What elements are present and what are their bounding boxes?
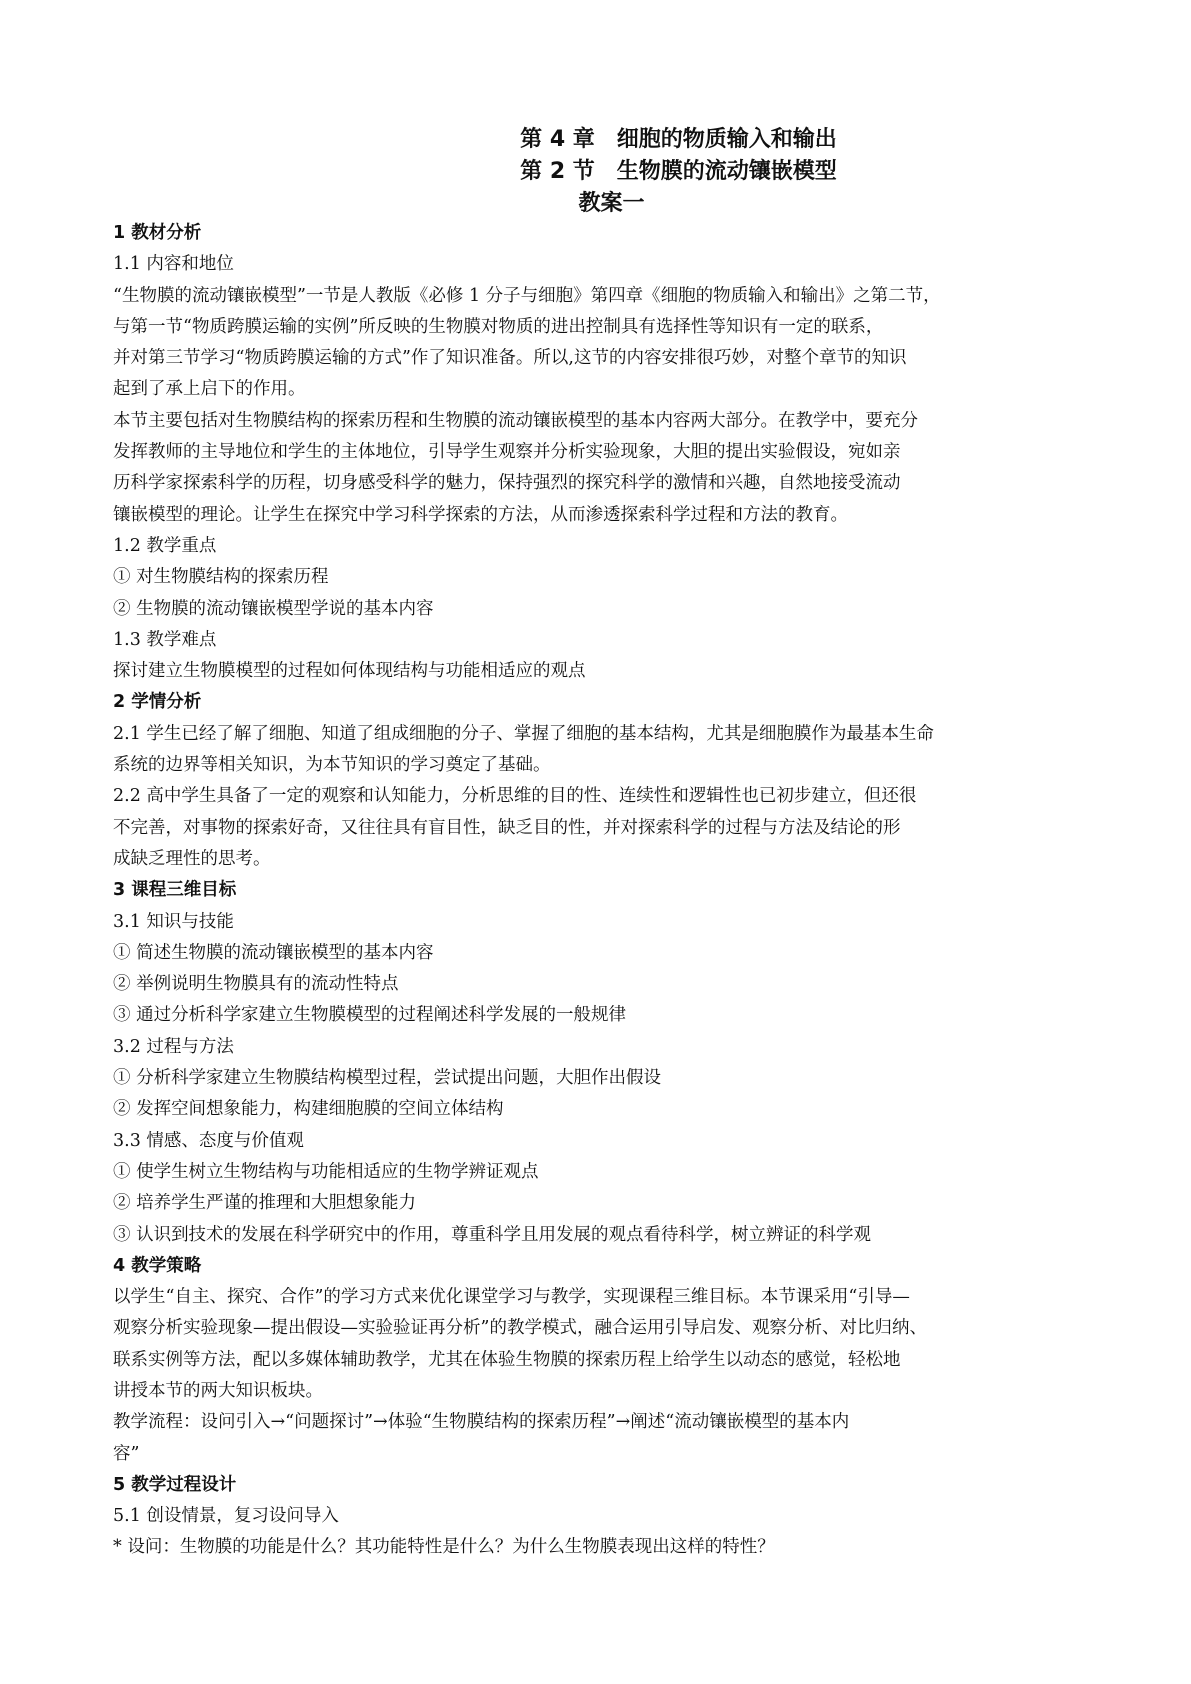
- text-line: ① 使学生树立生物结构与功能相适应的生物学辨证观点: [113, 1161, 539, 1182]
- section-heading: 4 教学策略: [113, 1255, 202, 1276]
- text-line: 并对第三节学习“物质跨膜运输的方式”作了知识准备。所以,这节的内容安排很巧妙，对整个章节的知识: [113, 348, 907, 369]
- text-line: 教学流程：设问引入→“问题探讨”→体验“生物膜结构的探索历程”→阐述“流动镶嵌模型的基本内: [113, 1412, 850, 1433]
- section-heading: 2 学情分析: [113, 692, 202, 713]
- text-line: “生物膜的流动镶嵌模型”一节是人教版《必修 1 分子与细胞》第四章《细胞的物质输入和输出》之第二节，: [113, 285, 941, 306]
- text-line: 与第一节“物质跨膜运输的实例”所反映的生物膜对物质的进出控制具有选择性等知识有一定的联系，: [113, 316, 884, 337]
- section-heading: 1 教材分析: [113, 223, 202, 243]
- text-line: 本节主要包括对生物膜结构的探索历程和生物膜的流动镶嵌模型的基本内容两大部分。在教学中，要充分: [113, 410, 918, 431]
- text-line: 1.3 教学难点: [113, 629, 217, 650]
- text-line: ① 简述生物膜的流动镶嵌模型的基本内容: [113, 942, 434, 963]
- text-line: 3.1 知识与技能: [113, 911, 234, 932]
- text-line: 不完善，对事物的探索好奇，又往往具有盲目性，缺乏目的性，并对探索科学的过程与方法及结论的形: [113, 817, 901, 838]
- section-heading: 3 课程三维目标: [113, 880, 237, 901]
- text-line: 以学生“自主、探究、合作”的学习方式来优化课堂学习与教学，实现课程三维目标。本节课采用“引导—: [113, 1287, 910, 1308]
- text-line: * 设问：生物膜的功能是什么？其功能特性是什么？为什么生物膜表现出这样的特性？: [113, 1537, 775, 1558]
- text-line: 起到了承上启下的作用。: [113, 379, 306, 400]
- text-line: ③ 通过分析科学家建立生物膜模型的过程阐述科学发展的一般规律: [113, 1005, 627, 1026]
- text-line: 5.1 创设情景，复习设问导入: [113, 1506, 339, 1527]
- chapter-title: 第 4 章 细胞的物质输入和输出: [520, 127, 837, 152]
- text-line: ② 发挥空间想象能力，构建细胞膜的空间立体结构: [113, 1099, 504, 1120]
- text-line: ① 对生物膜结构的探索历程: [113, 567, 329, 588]
- text-line: 观察分析实验现象—提出假设—实验验证再分析”的教学模式，融合运用引导启发、观察分析、对比归纳、: [113, 1318, 927, 1339]
- text-line: 3.2 过程与方法: [113, 1036, 234, 1057]
- text-line: 2.1 学生已经了解了细胞、知道了组成细胞的分子、掌握了细胞的基本结构，尤其是细胞膜作为最基本生命: [113, 723, 934, 744]
- text-line: ② 培养学生严谨的推理和大胆想象能力: [113, 1193, 417, 1214]
- text-line: 镶嵌模型的理论。让学生在探究中学习科学探索的方法，从而渗透探索科学过程和方法的教育。: [113, 504, 848, 525]
- document-body: [113, 218, 1133, 1564]
- lesson-plan-title: 教案一: [578, 191, 645, 216]
- text-line: 发挥教师的主导地位和学生的主体地位，引导学生观察并分析实验现象，大胆的提出实验假设，宛如亲: [113, 442, 901, 463]
- text-line: 系统的边界等相关知识，为本节知识的学习奠定了基础。: [113, 755, 551, 776]
- section-heading: 5 教学过程设计: [113, 1474, 237, 1495]
- text-line: 成缺乏理性的思考。: [113, 848, 271, 869]
- text-line: 探讨建立生物膜模型的过程如何体现结构与功能相适应的观点: [113, 661, 586, 682]
- text-line: ② 生物膜的流动镶嵌模型学说的基本内容: [113, 598, 434, 619]
- text-line: 联系实例等方法，配以多媒体辅助教学，尤其在体验生物膜的探索历程上给学生以动态的感觉，轻松地: [113, 1349, 901, 1370]
- text-line: 讲授本节的两大知识板块。: [113, 1380, 323, 1401]
- text-line: 3.3 情感、态度与价值观: [113, 1130, 304, 1151]
- text-line: ② 举例说明生物膜具有的流动性特点: [113, 974, 399, 995]
- section-title: 第 2 节 生物膜的流动镶嵌模型: [520, 159, 837, 184]
- text-line: 1.2 教学重点: [113, 535, 217, 556]
- text-line: 2.2 高中学生具备了一定的观察和认知能力，分析思维的目的性、连续性和逻辑性也已初步建立，但还很: [113, 786, 917, 807]
- text-line: 容”: [113, 1443, 140, 1464]
- text-line: ① 分析科学家建立生物膜结构模型过程，尝试提出问题，大胆作出假设: [113, 1068, 662, 1089]
- text-line: 1.1 内容和地位: [113, 254, 234, 275]
- text-line: ③ 认识到技术的发展在科学研究中的作用，尊重科学且用发展的观点看待科学，树立辨证的科学观: [113, 1224, 872, 1245]
- text-line: 历科学家探索科学的历程，切身感受科学的魅力，保持强烈的探究科学的激情和兴趣，自然地接受流动: [113, 473, 901, 494]
